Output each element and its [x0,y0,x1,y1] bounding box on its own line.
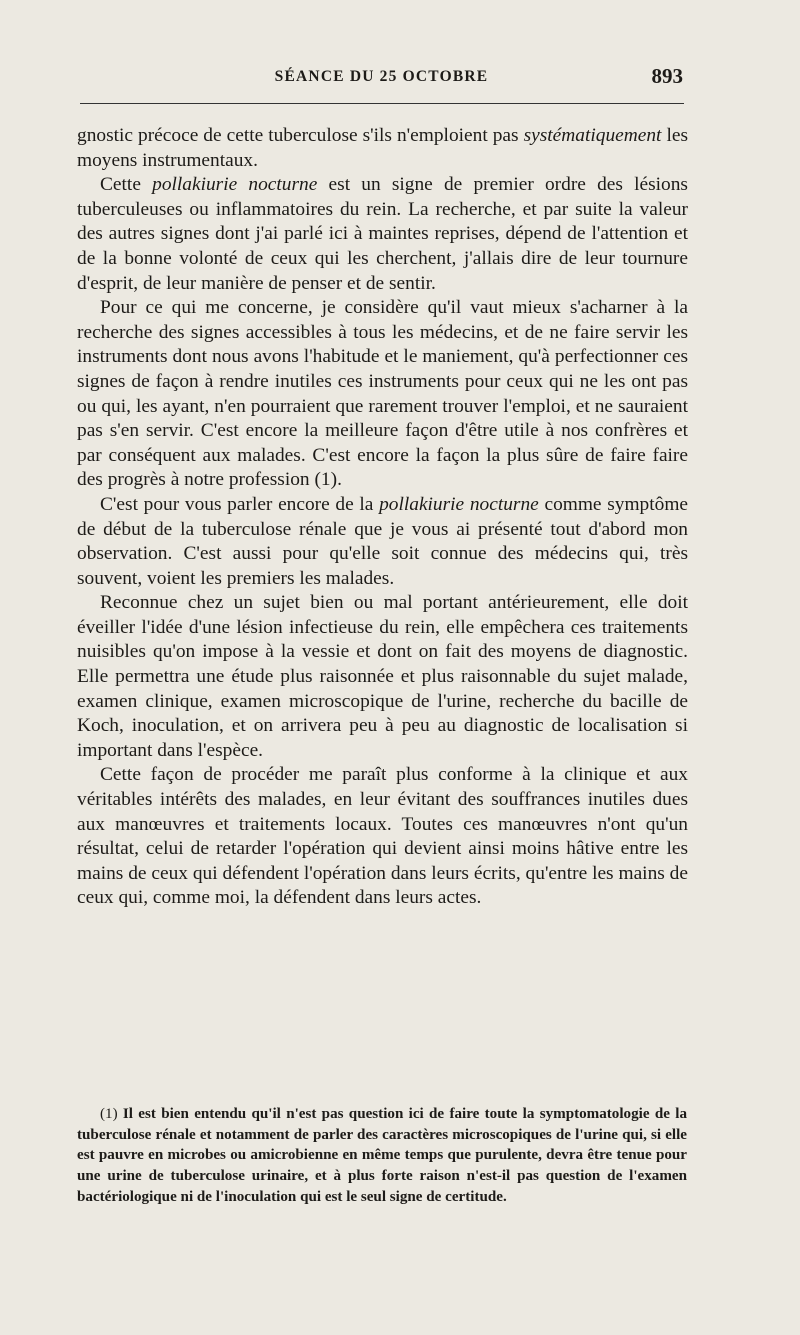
body-text [77,124,688,911]
text-run: gnostic précoce de cette tuberculose s'ils n'emploient pas [77,125,524,146]
text-run: est un signe de premier ordre des lésions tuberculeuses ou inflammatoires du rein. La recherche, et par suite la valeur des autres signes dont j'ai parlé ici à maintes reprises, dépend de l'attention et de la bonne volonté de ceux qui les cherchent, j'allais dire de leur tournure d'esprit, de leur manière de penser et de sentir. [77,174,688,294]
italic-run: pollakiurie nocturne [379,493,539,515]
paragraph [77,173,688,296]
running-title: SÉANCE DU 25 OCTOBRE [274,68,489,85]
text-run: comme symptôme de début de la tuberculose rénale que je vous ai présenté tout d'abord mon observation. C'est aussi pour qu'elle soit connue des médecins qui, très souvent, voient les premiers les malades. [77,493,689,589]
paragraph [77,763,688,911]
page-header [78,64,685,94]
footnote-marker: (1) [100,1106,118,1122]
italic-run: systématiquement [523,125,662,146]
header-rule [80,103,684,104]
footnote [77,1104,687,1208]
footnote-text: Il est bien entendu qu'il n'est pas question ici de faire toute la symptomatologie de la tuberculose rénale et notamment de parler des caractères microscopiques de l'urine qui, si elle est pauvre en microbes ou amicrobienne en même temps que purulente, devra être tenue pour une urine de tuberculose urinaire, et à plus forte raison n'est-il pas question de l'examen bactériologique ni de l'inoculation qui est le seul signe de certitude. [77,1106,687,1205]
page-number: 893 [651,64,683,88]
paragraph [77,591,688,763]
text-run: Cette [100,174,153,196]
text-run: les moyens instrumentaux. [77,125,688,171]
text-run: Reconnue chez un sujet bien ou mal portant antérieurement, elle doit éveiller l'idée d'une lésion infectieuse du rein, elle empêchera ces traitements nuisibles qu'on impose à la vessie et dont on fait des moyens de diagnostic. Elle permettra une étude plus raisonnée et plus raisonnable du sujet malade, examen clinique, examen microscopique de l'urine, recherche du bacille de Koch, inoculation, et on arrivera peu à peu au diagnostic de localisation si important dans l'espèce. [77,592,688,761]
paragraph [77,124,688,173]
text-run: Cette façon de procéder me paraît plus conforme à la clinique et aux véritables intérêts des malades, en leur évitant des souffrances inutiles dues aux manœuvres et traitements locaux. Toutes ces manœuvres n'ont qu'un résultat, celui de retarder l'opération qui devient ainsi moins hâtive entre les mains de ceux qui défendent l'opération dans leurs écrits, qu'entre les mains de ceux qui, comme moi, la défendent dans leurs actes. [77,764,688,909]
text-run: C'est pour vous parler encore de la [100,493,380,515]
paragraph [77,493,688,591]
italic-run: pollakiurie nocturne [152,174,318,196]
text-run: Pour ce qui me concerne, je considère qu'il vaut mieux s'acharner à la recherche des signes accessibles à tous les médecins, et de ne faire servir les instruments dont nous avons l'habitude et le maniement, qu'à perfectionner ces signes de façon à rendre inutiles ces instruments pour ceux qui ne les ont pas ou qui, les ayant, n'en pourraient que rarement trouver l'emploi, et ne sauraient pas s'en servir. C'est encore la meilleure façon d'être utile à nos confrères et par conséquent aux malades. C'est encore la façon la plus sûre de faire faire des progrès à notre profession (1). [77,297,688,491]
paragraph [77,296,688,493]
footnote-paragraph [77,1104,687,1208]
